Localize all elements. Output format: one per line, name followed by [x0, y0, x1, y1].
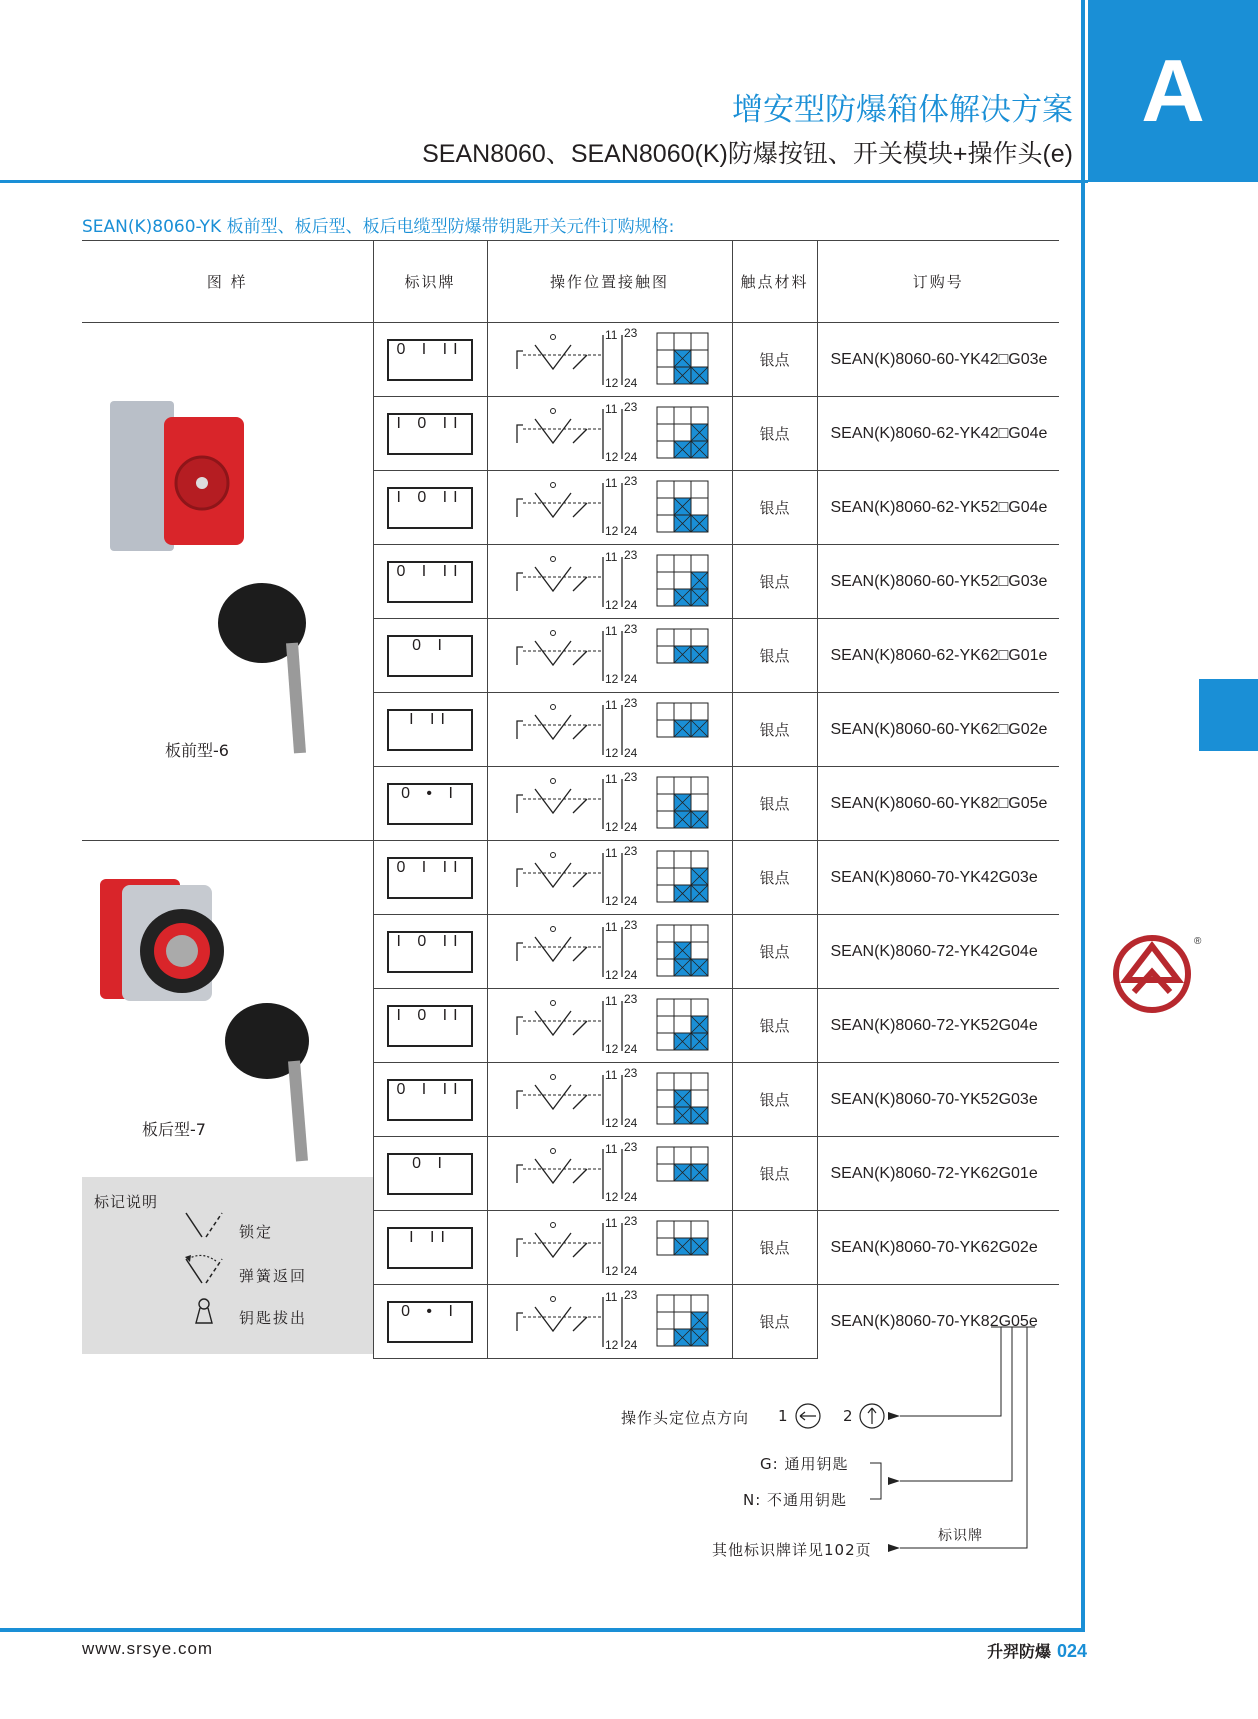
plate-cell [373, 1137, 487, 1211]
contact-material: 银点 [732, 989, 817, 1063]
svg-text:24: 24 [623, 1189, 637, 1204]
contact-material: 银点 [732, 915, 817, 989]
svg-text:24: 24 [623, 671, 637, 686]
identification-plate: 0 I II [387, 561, 473, 603]
plate-cell [373, 323, 487, 397]
svg-text:23: 23 [623, 325, 637, 340]
contact-diagram-icon [495, 399, 725, 465]
identification-plate: I 0 II [387, 931, 473, 973]
legend-lock: 锁定 [239, 1223, 274, 1241]
order-number: SEAN(K)8060-70-YK52G03e [817, 1063, 1059, 1137]
contact-material: 银点 [732, 1211, 817, 1285]
side-index-tab [1199, 679, 1258, 751]
contact-material: 银点 [732, 1285, 817, 1359]
contact-diagram-icon [495, 1065, 725, 1131]
svg-text:12: 12 [604, 523, 618, 538]
front-panel-switch-photo [82, 323, 372, 753]
col-header-order: 订购号 [817, 241, 1059, 323]
svg-text:11: 11 [604, 1141, 617, 1156]
direction-1-label: 1 [778, 1407, 789, 1425]
diagram-cell [487, 1285, 732, 1359]
identification-plate: I 0 II [387, 1005, 473, 1047]
other-plates-note: 其他标识牌详见102页 [712, 1541, 872, 1559]
company-logo [1112, 932, 1200, 1016]
svg-text:12: 12 [604, 671, 618, 686]
svg-text:11: 11 [604, 327, 617, 342]
svg-text:12: 12 [604, 1337, 618, 1352]
plate-cell [373, 471, 487, 545]
svg-text:24: 24 [623, 745, 637, 760]
contact-diagram-icon [495, 1139, 725, 1205]
order-number: SEAN(K)8060-60-YK62□G02e [817, 693, 1059, 767]
order-number: SEAN(K)8060-70-YK82G05e [830, 1312, 1038, 1330]
table-row [82, 323, 1059, 397]
plate-cell [373, 545, 487, 619]
svg-text:12: 12 [604, 967, 618, 982]
contact-diagram-icon [495, 621, 725, 687]
identification-plate: 0 I II [387, 1079, 473, 1121]
plate-cell [373, 1063, 487, 1137]
plate-cell [373, 1211, 487, 1285]
order-number: SEAN(K)8060-72-YK42G04e [817, 915, 1059, 989]
contact-diagram-icon [495, 843, 725, 909]
contact-diagram-icon [495, 769, 725, 835]
plate-cell [373, 397, 487, 471]
svg-text:12: 12 [604, 1189, 618, 1204]
svg-text:24: 24 [623, 1263, 637, 1278]
identification-plate: 0 I [387, 1153, 473, 1195]
contact-material: 银点 [732, 397, 817, 471]
contact-diagram-icon [495, 325, 725, 391]
svg-text:11: 11 [604, 475, 617, 490]
svg-text:11: 11 [604, 993, 617, 1008]
svg-text:23: 23 [623, 1287, 637, 1302]
lock-symbol-icon [182, 1209, 226, 1243]
svg-text:12: 12 [604, 375, 618, 390]
section-tab: A [1088, 0, 1258, 182]
plate-label: 标识牌 [938, 1528, 983, 1544]
legend-title: 标记说明 [94, 1193, 159, 1211]
identification-plate: I 0 II [387, 413, 473, 455]
diagram-cell [487, 989, 732, 1063]
contact-diagram-icon [495, 695, 725, 761]
svg-text:24: 24 [623, 523, 637, 538]
contact-material: 银点 [732, 471, 817, 545]
contact-material: 银点 [732, 619, 817, 693]
identification-plate: I 0 II [387, 487, 473, 529]
svg-text:24: 24 [623, 1041, 637, 1056]
order-number: SEAN(K)8060-60-YK52□G03e [817, 545, 1059, 619]
svg-text:12: 12 [604, 1041, 618, 1056]
footer-url[interactable]: www.srsye.com [82, 1639, 214, 1658]
svg-text:23: 23 [623, 621, 637, 636]
diagram-cell [487, 767, 732, 841]
svg-text:24: 24 [623, 967, 637, 982]
svg-text:®: ® [1194, 936, 1202, 947]
diagram-cell [487, 693, 732, 767]
page-number: 024 [1056, 1641, 1087, 1661]
diagram-cell [487, 915, 732, 989]
svg-text:12: 12 [604, 449, 618, 464]
svg-text:12: 12 [604, 597, 618, 612]
contact-diagram-icon [495, 473, 725, 539]
contact-material: 银点 [732, 841, 817, 915]
plate-cell [373, 767, 487, 841]
diagram-cell [487, 323, 732, 397]
direction-2-label: 2 [843, 1407, 854, 1425]
svg-text:23: 23 [623, 473, 637, 488]
image-caption: 板前型-6 [165, 741, 229, 760]
contact-material: 银点 [732, 1063, 817, 1137]
diagram-cell [487, 619, 732, 693]
col-header-image: 图 样 [82, 241, 373, 323]
legend-spring-return: 弹簧返回 [239, 1267, 308, 1285]
svg-text:11: 11 [604, 401, 617, 416]
diagram-cell [487, 1063, 732, 1137]
svg-text:24: 24 [623, 819, 637, 834]
table-row [82, 841, 1059, 915]
table-header-row [82, 241, 1059, 323]
g-key-label: G: 通用钥匙 [760, 1455, 849, 1473]
svg-text:24: 24 [623, 449, 637, 464]
svg-text:23: 23 [623, 547, 637, 562]
header-rule [0, 180, 1088, 183]
contact-material: 银点 [732, 545, 817, 619]
svg-text:23: 23 [623, 991, 637, 1006]
brand-name: 升羿防爆 [986, 1642, 1051, 1661]
contact-material: 银点 [732, 767, 817, 841]
plate-cell [373, 915, 487, 989]
svg-text:23: 23 [623, 1065, 637, 1080]
order-number: SEAN(K)8060-62-YK62□G01e [817, 619, 1059, 693]
svg-text:12: 12 [604, 819, 618, 834]
svg-text:11: 11 [604, 771, 617, 786]
svg-text:23: 23 [623, 1139, 637, 1154]
identification-plate: 0 I [387, 635, 473, 677]
svg-text:11: 11 [604, 1289, 617, 1304]
col-header-plate: 标识牌 [373, 241, 487, 323]
col-header-material: 触点材料 [732, 241, 817, 323]
svg-text:11: 11 [604, 697, 617, 712]
contact-diagram-icon [495, 1287, 725, 1353]
svg-text:11: 11 [604, 1067, 617, 1082]
svg-text:23: 23 [623, 695, 637, 710]
contact-diagram-icon [495, 991, 725, 1057]
spring-return-symbol-icon [182, 1253, 226, 1287]
svg-text:12: 12 [604, 745, 618, 760]
footer-brand [987, 1639, 1087, 1662]
page-title: 增安型防爆箱体解决方案 [732, 92, 1073, 128]
svg-text:24: 24 [623, 893, 637, 908]
plate-cell [373, 841, 487, 915]
plate-cell [373, 619, 487, 693]
svg-text:24: 24 [623, 597, 637, 612]
section-title: SEAN(K)8060-YK 板前型、板后型、板后电缆型防爆带钥匙开关元件订购规格: [82, 217, 675, 237]
contact-diagram-icon [495, 917, 725, 983]
diagram-cell [487, 397, 732, 471]
contact-material: 银点 [732, 693, 817, 767]
direction-label: 操作头定位点方向 [621, 1409, 750, 1427]
svg-text:23: 23 [623, 769, 637, 784]
page-subtitle: SEAN8060、SEAN8060(K)防爆按钮、开关模块+操作头(e) [422, 140, 1073, 168]
order-number: SEAN(K)8060-72-YK52G04e [817, 989, 1059, 1063]
legend-box [82, 1177, 373, 1354]
identification-plate: 0 I II [387, 857, 473, 899]
plate-cell [373, 1285, 487, 1359]
identification-plate: I II [387, 1227, 473, 1269]
order-number: SEAN(K)8060-70-YK62G02e [817, 1211, 1059, 1285]
contact-material: 银点 [732, 1137, 817, 1211]
legend-key-removal: 钥匙拔出 [239, 1309, 308, 1327]
svg-text:23: 23 [623, 399, 637, 414]
svg-text:24: 24 [623, 1115, 637, 1130]
order-number: SEAN(K)8060-60-YK42□G03e [817, 323, 1059, 397]
diagram-cell [487, 471, 732, 545]
diagram-cell [487, 545, 732, 619]
svg-text:11: 11 [604, 623, 617, 638]
plate-cell [373, 989, 487, 1063]
image-caption: 板后型-7 [142, 1120, 206, 1139]
order-number: SEAN(K)8060-72-YK62G01e [817, 1137, 1059, 1211]
svg-text:12: 12 [604, 1263, 618, 1278]
identification-plate: 0 • I [387, 783, 473, 825]
svg-text:11: 11 [604, 549, 617, 564]
svg-text:11: 11 [604, 845, 617, 860]
order-number: SEAN(K)8060-62-YK52□G04e [817, 471, 1059, 545]
diagram-cell [487, 841, 732, 915]
diagram-cell [487, 1137, 732, 1211]
col-header-diagram: 操作位置接触图 [487, 241, 732, 323]
svg-text:24: 24 [623, 375, 637, 390]
svg-text:23: 23 [623, 1213, 637, 1228]
svg-text:12: 12 [604, 1115, 618, 1130]
order-number: SEAN(K)8060-62-YK42□G04e [817, 397, 1059, 471]
contact-diagram-icon [495, 547, 725, 613]
n-key-label: N: 不通用钥匙 [743, 1491, 848, 1509]
order-number: SEAN(K)8060-60-YK82□G05e [817, 767, 1059, 841]
svg-text:23: 23 [623, 843, 637, 858]
svg-text:23: 23 [623, 917, 637, 932]
identification-plate: I II [387, 709, 473, 751]
svg-text:24: 24 [623, 1337, 637, 1352]
plate-cell [373, 693, 487, 767]
svg-text:11: 11 [604, 1215, 617, 1230]
image-cell-front [82, 323, 373, 841]
svg-text:12: 12 [604, 893, 618, 908]
identification-plate: 0 • I [387, 1301, 473, 1343]
contact-material: 银点 [732, 323, 817, 397]
key-removal-symbol-icon [182, 1295, 226, 1329]
identification-plate: 0 I II [387, 339, 473, 381]
order-number: SEAN(K)8060-70-YK42G03e [817, 841, 1059, 915]
contact-diagram-icon [495, 1213, 725, 1279]
diagram-cell [487, 1211, 732, 1285]
svg-text:11: 11 [604, 919, 617, 934]
